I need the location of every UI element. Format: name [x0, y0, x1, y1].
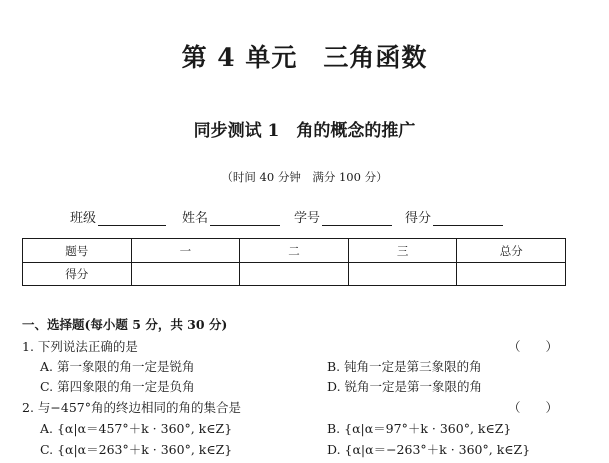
- score-cell-1[interactable]: [131, 263, 240, 286]
- option-b: B. 钝角一定是第三象限的角: [327, 359, 482, 374]
- score-table-header: 总分: [457, 239, 566, 263]
- unit-title: 第 4 单元 三角函数: [181, 43, 428, 72]
- student-number-blank[interactable]: [322, 211, 392, 226]
- score-table: [22, 238, 566, 286]
- option-c: C. {α|α＝263°＋k · 360°, k∈Z}: [40, 442, 233, 457]
- score-row-label: 得分: [23, 263, 132, 286]
- name-blank[interactable]: [210, 211, 280, 226]
- score-table-header: 题号: [23, 239, 132, 263]
- class-field: 班级: [70, 207, 166, 226]
- score-cell-2[interactable]: [240, 263, 349, 286]
- option-d: D. {α|α＝−263°＋k · 360°, k∈Z}: [327, 442, 531, 457]
- time-note: （时间 40 分钟 满分 100 分）: [221, 170, 388, 184]
- score-cell-3[interactable]: [348, 263, 457, 286]
- name-field: 姓名: [182, 207, 280, 226]
- answer-paren[interactable]: （ ）: [508, 400, 559, 415]
- section-heading: 一、选择题(每小题 5 分，共 30 分): [22, 317, 228, 332]
- question-stem: 2. 与−457°角的终边相同的角的集合是: [22, 400, 241, 415]
- option-d: D. 锐角一定是第一象限的角: [327, 379, 483, 394]
- answer-paren[interactable]: （ ）: [508, 339, 559, 354]
- score-table-score-row: [23, 263, 566, 286]
- score-table-header: 三: [348, 239, 457, 263]
- question-stem: 1. 下列说法正确的是: [22, 339, 138, 354]
- option-a: A. {α|α＝457°＋k · 360°, k∈Z}: [40, 421, 233, 436]
- option-c: C. 第四象限的角一定是负角: [40, 379, 195, 394]
- score-table-header-row: [23, 239, 566, 263]
- score-cell-total[interactable]: [457, 263, 566, 286]
- score-blank[interactable]: [433, 211, 503, 226]
- option-a: A. 第一象限的角一定是锐角: [40, 359, 195, 374]
- class-blank[interactable]: [98, 211, 166, 226]
- score-field: 得分: [405, 207, 503, 226]
- score-table-header: 一: [131, 239, 240, 263]
- test-title: 同步测试 1 角的概念的推广: [193, 121, 416, 141]
- option-b: B. {α|α＝97°＋k · 360°, k∈Z}: [327, 421, 512, 436]
- student-number-field: 学号: [294, 207, 392, 226]
- score-table-header: 二: [240, 239, 349, 263]
